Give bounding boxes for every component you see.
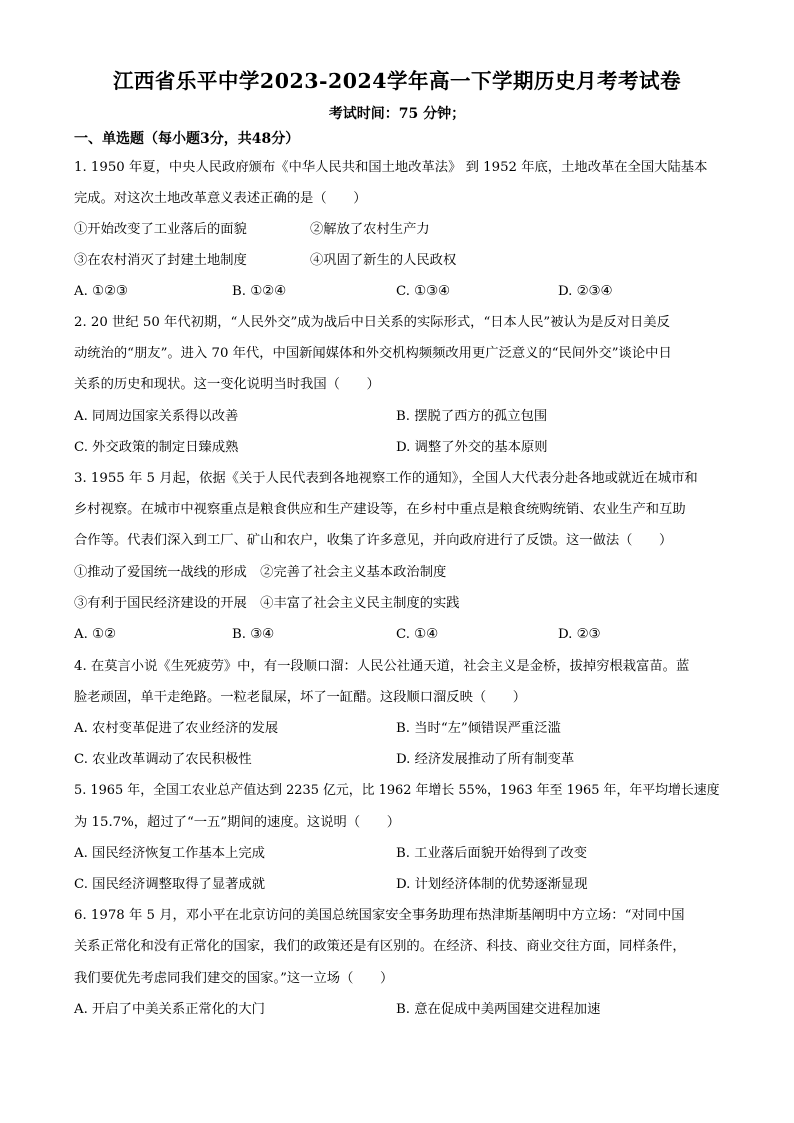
question-1-item-2: ②解放了农村生产力 xyxy=(310,222,430,237)
question-2-stem-line-1: 2. 20 世纪 50 年代初期，“人民外交”成为战后中日关系的实际形式，“日本人民”被认为是反对日美反 xyxy=(74,315,670,330)
question-4-stem-line-1: 4. 在莫言小说《生死疲劳》中，有一段顺口溜：人民公社通天道，社会主义是金桥，拔掉穷根栽富苗。蓝 xyxy=(74,659,690,674)
question-6-stem-line-2: 关系正常化和没有正常化的国家，我们的政策还是有区别的。在经济、科技、商业交往方面，同样条件， xyxy=(74,939,686,954)
question-1-stem-line-1: 1. 1950 年夏，中央人民政府颁布《中华人民共和国土地改革法》 到 1952 年底，土地改革在全国大陆基本 xyxy=(74,160,708,175)
question-3-option-a[interactable]: A. ①② xyxy=(74,627,116,642)
exam-title: 江西省乐平中学2023-2024学年高一下学期历史月考考试卷 xyxy=(112,69,682,93)
question-3-option-d[interactable]: D. ②③ xyxy=(558,627,601,642)
question-1-option-d[interactable]: D. ②③④ xyxy=(558,284,613,299)
question-4-option-b[interactable]: B. 当时“左”倾错误严重泛滥 xyxy=(396,721,561,736)
question-1-option-a[interactable]: A. ①②③ xyxy=(74,284,128,299)
question-2-stem-line-3: 关系的历史和现状。这一变化说明当时我国（ ） xyxy=(74,377,380,392)
question-5-option-c[interactable]: C. 国民经济调整取得了显著成就 xyxy=(74,877,266,892)
question-3-items-line-1: ①推动了爱国统一战线的形成 ②完善了社会主义基本政治制度 xyxy=(74,565,447,580)
question-5-option-a[interactable]: A. 国民经济恢复工作基本上完成 xyxy=(74,846,265,861)
question-2-option-c[interactable]: C. 外交政策的制定日臻成熟 xyxy=(74,440,239,455)
section-title: 一、单选题（每小题3分，共48分） xyxy=(74,131,300,147)
question-3-stem-line-1: 3. 1955 年 5 月起，依据《关于人民代表到各地视察工作的通知》，全国人大代表分赴各地或就近在城市和 xyxy=(74,471,698,486)
question-5-option-b[interactable]: B. 工业落后面貌开始得到了改变 xyxy=(396,846,588,861)
question-1-item-3: ③在农村消灭了封建土地制度 xyxy=(74,253,247,268)
question-3-stem-line-2: 乡村视察。在城市中视察重点是粮食供应和生产建设等，在乡村中重点是粮食统购统销、农业生产和互助 xyxy=(74,502,686,517)
question-1-item-1: ①开始改变了工业落后的面貌 xyxy=(74,222,247,237)
question-4-stem-line-2: 脸老顽固，单干走绝路。一粒老鼠屎，坏了一缸醋。这段顺口溜反映（ ） xyxy=(74,690,527,705)
question-3-option-c[interactable]: C. ①④ xyxy=(396,627,438,642)
question-4-option-a[interactable]: A. 农村变革促进了农业经济的发展 xyxy=(74,721,279,736)
question-2-option-a[interactable]: A. 同周边国家关系得以改善 xyxy=(74,409,239,424)
question-6-stem-line-1: 6. 1978 年 5 月，邓小平在北京访问的美国总统国家安全事务助理布热津斯基阐明中方立场：“对同中国 xyxy=(74,908,685,923)
question-4-option-d[interactable]: D. 经济发展推动了所有制变革 xyxy=(396,752,575,767)
exam-time: 考试时间：75 分钟； xyxy=(328,106,466,122)
question-2-stem-line-2: 动统治的“朋友”。进入 70 年代，中国新闻媒体和外交机构频频改用更广泛意义的“民间外交”谈论中日 xyxy=(74,346,672,361)
question-5-stem-line-1: 5. 1965 年，全国工农业总产值达到 2235 亿元，比 1962 年增长 55%，1963 年至 1965 年，年平均增长速度 xyxy=(74,783,720,798)
question-5-stem-line-2: 为 15.7%，超过了“一五”期间的速度。这说明（ ） xyxy=(74,815,401,830)
question-1-option-c[interactable]: C. ①③④ xyxy=(396,284,450,299)
question-6-option-b[interactable]: B. 意在促成中美两国建交进程加速 xyxy=(396,1002,601,1017)
question-6-option-a[interactable]: A. 开启了中美关系正常化的大门 xyxy=(74,1002,265,1017)
question-6-stem-line-3: 我们要优先考虑同我们建交的国家。”这一立场（ ） xyxy=(74,971,394,986)
question-2-option-d[interactable]: D. 调整了外交的基本原则 xyxy=(396,440,548,455)
question-3-items-line-2: ③有利于国民经济建设的开展 ④丰富了社会主义民主制度的实践 xyxy=(74,596,460,611)
question-4-option-c[interactable]: C. 农业改革调动了农民积极性 xyxy=(74,752,252,767)
question-1-stem-line-2: 完成。对这次土地改革意义表述正确的是（ ） xyxy=(74,191,367,206)
question-1-item-4: ④巩固了新生的人民政权 xyxy=(310,253,457,268)
question-1-option-b[interactable]: B. ①②④ xyxy=(232,284,286,299)
question-2-option-b[interactable]: B. 摆脱了西方的孤立包围 xyxy=(396,409,548,424)
question-3-option-b[interactable]: B. ③④ xyxy=(232,627,275,642)
question-5-option-d[interactable]: D. 计划经济体制的优势逐渐显现 xyxy=(396,877,588,892)
question-3-stem-line-3: 合作等。代表们深入到工厂、矿山和农户，收集了许多意见，并向政府进行了反馈。这一做法（ ） xyxy=(74,533,673,548)
